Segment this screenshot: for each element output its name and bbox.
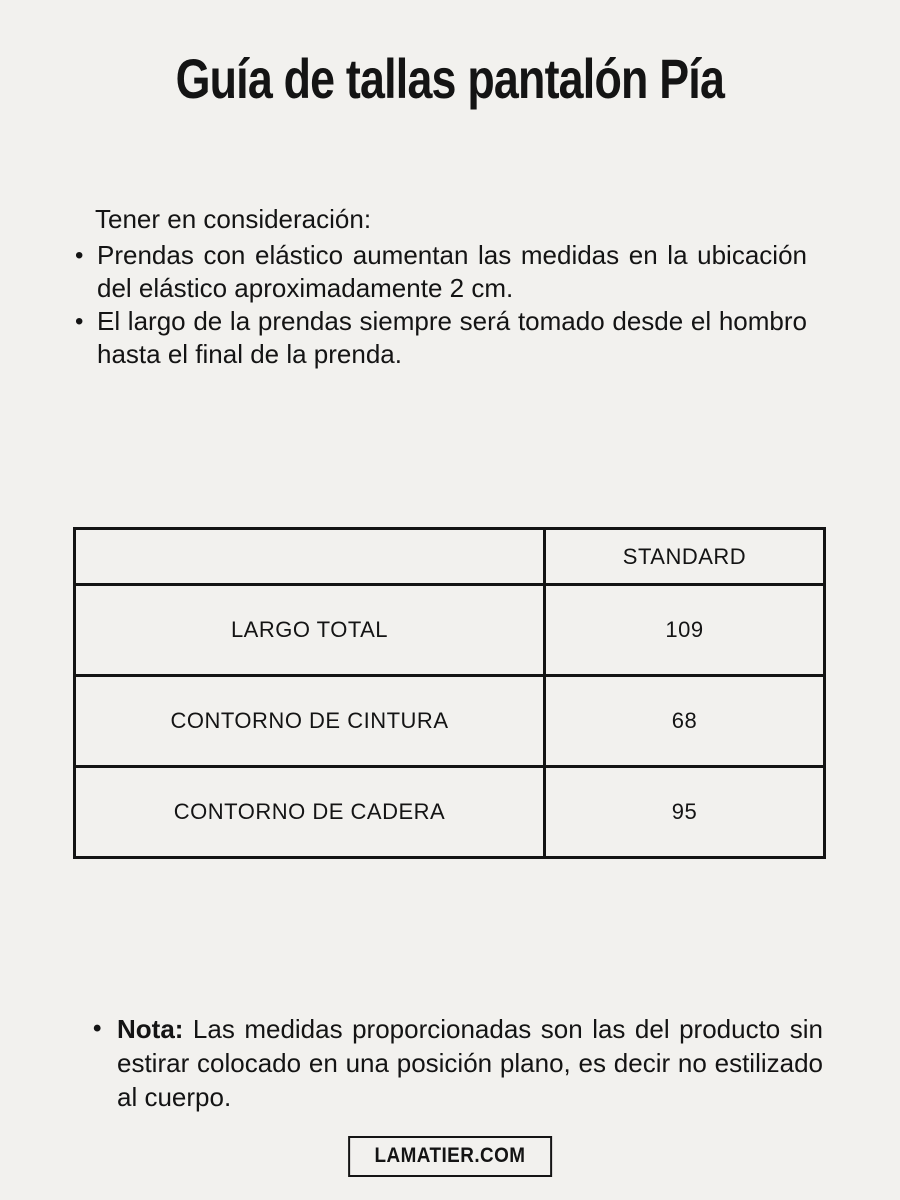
brand-name: LAMATIER.COM <box>374 1144 526 1167</box>
table-cell-measure-value: 68 <box>545 676 825 767</box>
table-header-standard-cell: STANDARD <box>545 529 825 585</box>
note-label: Nota: <box>117 1014 184 1044</box>
considerations-section <box>75 203 807 371</box>
brand-badge <box>348 1136 552 1177</box>
table-cell-measure-value: 95 <box>545 767 825 858</box>
table-cell-measure-label: CONTORNO DE CADERA <box>75 767 545 858</box>
consideration-text-length: El largo de la prendas siempre será tomado desde el hombro hasta el final de la prenda. <box>97 306 807 369</box>
table-row <box>75 676 825 767</box>
table-header-row <box>75 529 825 585</box>
note-body: Las medidas proporcionadas son las del producto sin estirar colocado en una posición plano, es decir no estilizado al cuerpo. <box>117 1014 823 1112</box>
bullet-marker: • <box>75 308 84 335</box>
table-row <box>75 585 825 676</box>
size-table <box>73 527 826 859</box>
table-cell-measure-label: CONTORNO DE CINTURA <box>75 676 545 767</box>
note-section <box>93 1012 823 1114</box>
page-title <box>0 48 900 110</box>
bullet-marker: • <box>75 242 84 269</box>
table-cell-measure-label: LARGO TOTAL <box>75 585 545 676</box>
consideration-text-elastic: Prendas con elástico aumentan las medidas en la ubicación del elástico aproximadamente 2 cm. <box>97 240 807 303</box>
table-cell-measure-value: 109 <box>545 585 825 676</box>
table-row <box>75 767 825 858</box>
consideration-item <box>75 305 807 371</box>
page-title-text: Guía de tallas pantalón Pía <box>175 47 725 110</box>
considerations-intro: Tener en consideración: <box>95 204 372 234</box>
table-header-empty-cell <box>75 529 545 585</box>
note-text <box>117 1012 823 1114</box>
consideration-item <box>75 239 807 305</box>
bullet-marker: • <box>93 1015 102 1042</box>
